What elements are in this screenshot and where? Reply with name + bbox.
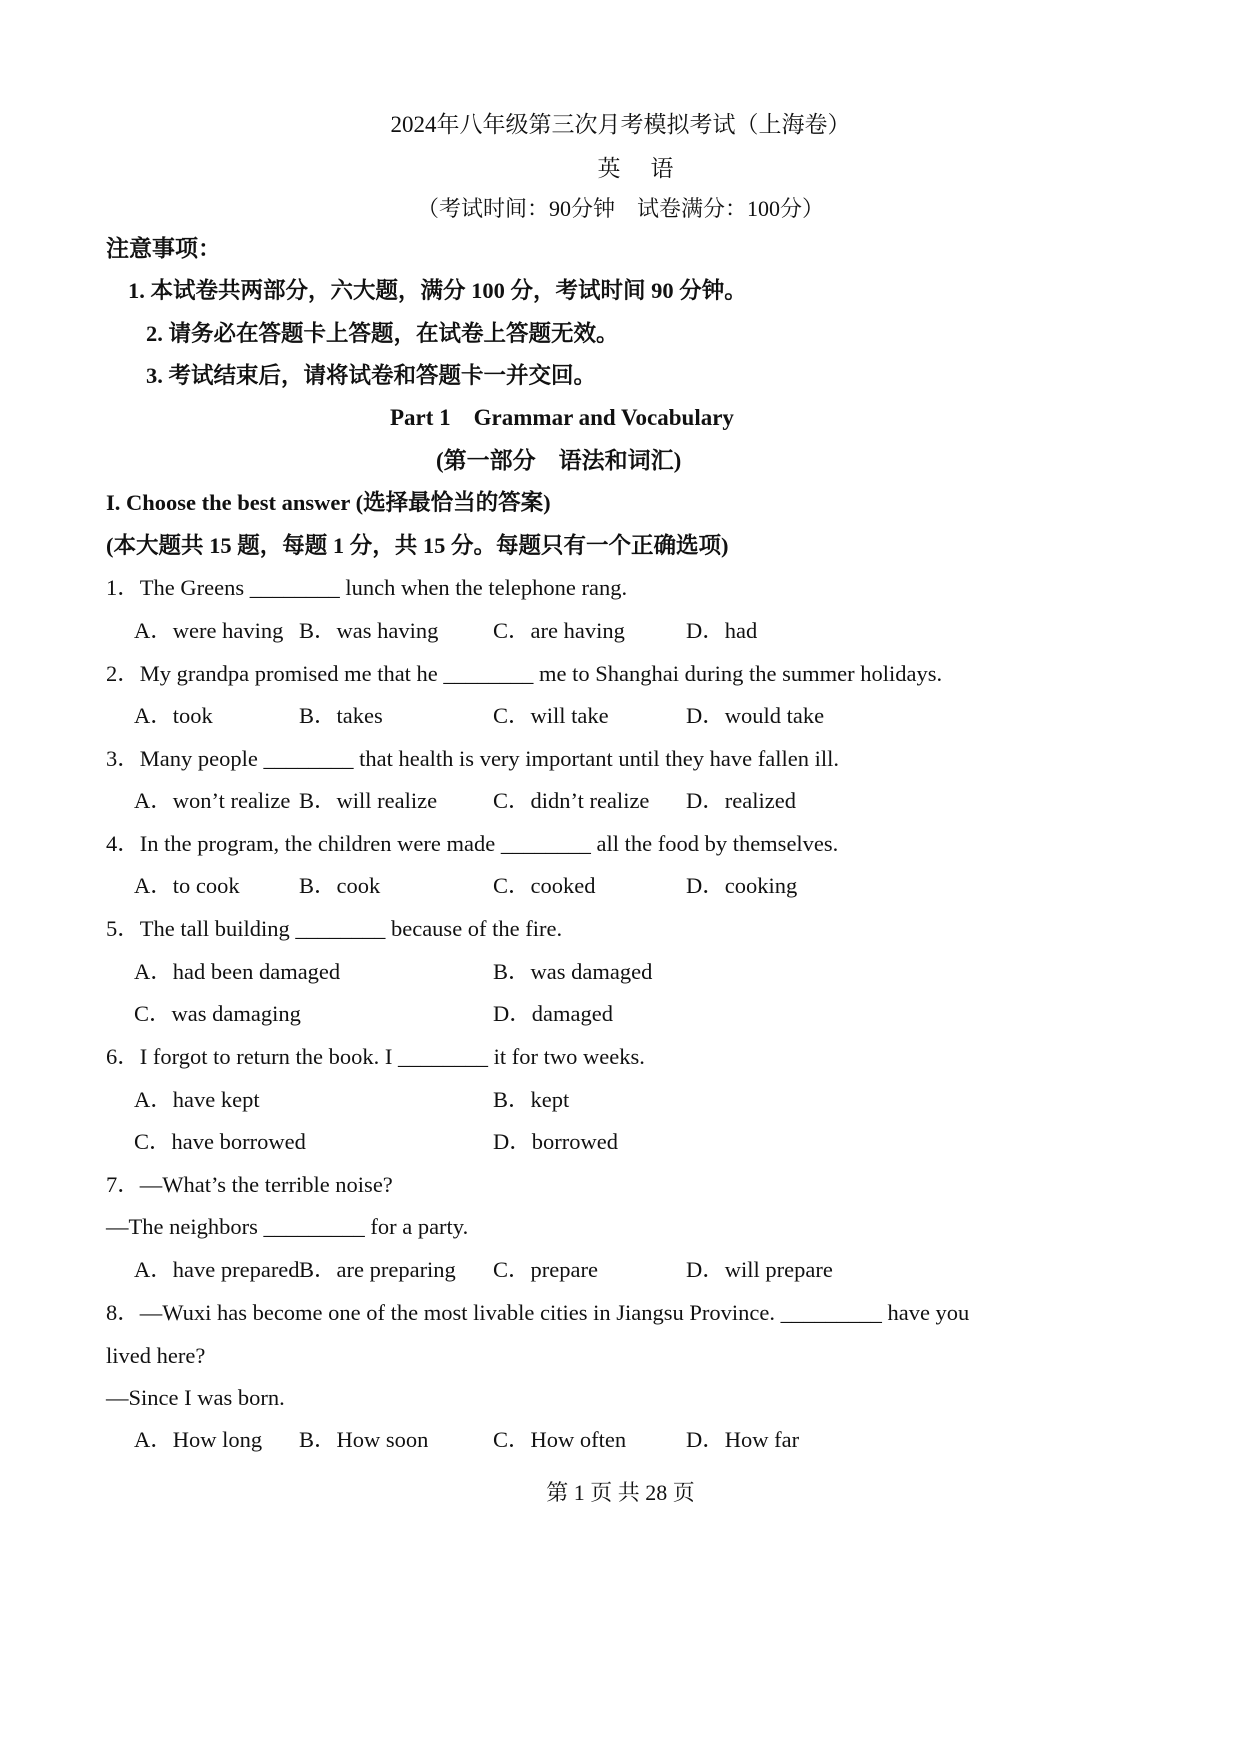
question-stem: 1．The Greens ________ lunch when the telephone rang. [106,575,628,600]
option-d: D．realized [686,788,796,813]
option-b: B．cook [299,873,381,898]
option-c: C．How often [493,1427,627,1452]
option-c: C．cooked [493,873,596,898]
question-stem-continued: lived here? [106,1343,206,1368]
option-c: C．are having [493,618,625,643]
notice-heading: 注意事项： [106,236,221,261]
exam-title: 2024年八年级第三次月考模拟考试（上海卷） [390,112,851,137]
option-d: D．will prepare [686,1257,833,1282]
option-c: C．have borrowed [134,1129,306,1154]
section-instruction: (本大题共 15 题，每题 1 分，共 15 分。每题只有一个正确选项) [106,533,729,558]
option-d: D．How far [686,1427,800,1452]
option-d: D．would take [686,703,825,728]
question-dialogue-reply: —The neighbors _________ for a party. [106,1214,469,1239]
option-b: B．kept [493,1087,570,1112]
page-footer: 第 1 页 共 28 页 [546,1480,695,1505]
option-d: D．borrowed [493,1129,618,1154]
option-a: A．have prepared [134,1257,300,1282]
option-b: B．was having [299,618,439,643]
option-c: C．was damaging [134,1001,301,1026]
question-stem: 2．My grandpa promised me that he ________ me to Shanghai during the summer holidays. [106,661,943,686]
notice-item-3: 3. 考试结束后，请将试卷和答题卡一并交回。 [146,363,597,388]
option-a: A．won’t realize [134,788,291,813]
option-a: A．were having [134,618,284,643]
exam-meta: （考试时间：90分钟 试卷满分：100分） [416,196,824,221]
option-a: A．have kept [134,1087,260,1112]
question-stem: 6．I forgot to return the book. I ________ it for two weeks. [106,1044,645,1069]
question-stem: 8．—Wuxi has become one of the most livable cities in Jiangsu Province. _________ have you [106,1300,970,1325]
option-b: B．will realize [299,788,438,813]
part-subtitle: (第一部分 语法和词汇) [436,448,682,473]
option-b: B．takes [299,703,383,728]
option-d: D．cooking [686,873,798,898]
question-stem: 7．—What’s the terrible noise? [106,1172,393,1197]
notice-item-2: 2. 请务必在答题卡上答题，在试卷上答题无效。 [146,321,619,346]
question-stem: 5．The tall building ________ because of the fire. [106,916,563,941]
option-c: C．didn’t realize [493,788,650,813]
part-title: Part 1 Grammar and Vocabulary [390,405,734,430]
option-a: A．had been damaged [134,959,341,984]
question-stem: 3．Many people ________ that health is very important until they have fallen ill. [106,746,839,771]
subject-label: 英语 [597,156,704,181]
option-a: A．to cook [134,873,240,898]
option-c: C．prepare [493,1257,598,1282]
question-stem: 4．In the program, the children were made ________ all the food by themselves. [106,831,839,856]
option-a: A．How long [134,1427,263,1452]
option-b: B．was damaged [493,959,653,984]
option-b: B．How soon [299,1427,429,1452]
section-title: I. Choose the best answer (选择最恰当的答案) [106,490,551,515]
option-d: D．had [686,618,758,643]
option-b: B．are preparing [299,1257,456,1282]
option-d: D．damaged [493,1001,613,1026]
question-dialogue-reply: —Since I was born. [106,1385,285,1410]
option-a: A．took [134,703,213,728]
notice-item-1: 1. 本试卷共两部分，六大题，满分 100 分，考试时间 90 分钟。 [128,278,747,303]
option-c: C．will take [493,703,609,728]
